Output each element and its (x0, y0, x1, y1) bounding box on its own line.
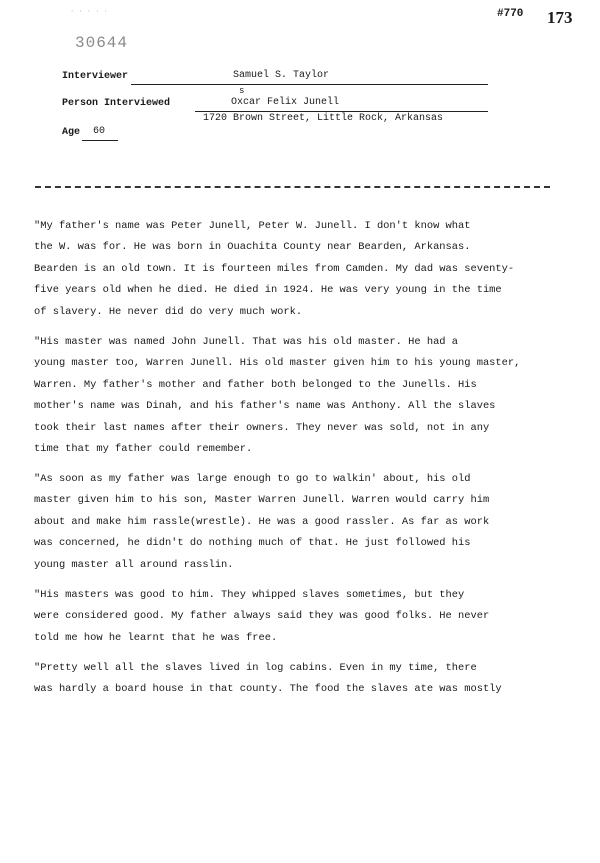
paragraph-line: young master all around rasslin. (34, 558, 234, 571)
paragraph-line: told me how he learnt that he was free. (34, 631, 278, 644)
corner-reference-number: #770 (497, 8, 524, 20)
paragraph-line: young master too, Warren Junell. His old master given him to his young master, (34, 357, 521, 370)
document-stamp-number: 30644 (75, 34, 129, 52)
paragraph-line: "My father's name was Peter Junell, Peter W. Junell. I don't know what (34, 220, 471, 232)
age-rule (82, 140, 118, 141)
paragraph-line: mother's name was Dinah, and his father's name was Anthony. All the slaves (34, 400, 496, 413)
paragraph-line: "His masters was good to him. They whipped slaves sometimes, but they (34, 588, 465, 601)
paragraph-line: took their last names after their owners. They never was sold, not in any (34, 421, 490, 434)
section-divider (35, 186, 550, 188)
age-label: Age (62, 127, 81, 138)
paragraph-line: was hardly a board house in that county. The food the slaves ate was mostly (34, 683, 502, 696)
address-value: 1720 Brown Street, Little Rock, Arkansas (203, 113, 444, 124)
person-interviewed-value: Oxcar Felix Junell (231, 97, 340, 108)
paragraph-line: Bearden is an old town. It is fourteen miles from Camden. My dad was seventy- (34, 262, 515, 275)
interviewer-value: Samuel S. Taylor (233, 70, 330, 81)
paragraph-line: of slavery. He never did do very much work. (34, 305, 303, 318)
paragraph-gap (34, 649, 569, 658)
paragraph-gap (34, 460, 569, 469)
paragraph-line: the W. was for. He was born in Ouachita County near Bearden, Arkansas. (34, 241, 471, 254)
paragraph-line: was concerned, he didn't do nothing much of that. He just followed his (34, 537, 471, 550)
paragraph-line: five years old when he died. He died in 1924. He was very young in the time (34, 284, 502, 297)
transcript-body (34, 216, 569, 701)
paragraph-line: "As soon as my father was large enough to go to walkin' about, his old (34, 473, 471, 485)
margin-smudge: · · · · · (70, 8, 108, 16)
age-value: 60 (93, 126, 106, 137)
person-interviewed-rule (195, 111, 488, 112)
name-correction-mark: s (239, 86, 245, 96)
paragraph-line: Warren. My father's mother and father both belonged to the Junells. His (34, 378, 477, 391)
paragraph-line: "His master was named John Junell. That was his old master. He had a (34, 335, 459, 348)
paragraph-line: were considered good. My father always said they was good folks. He never (34, 610, 490, 623)
paragraph-line: "Pretty well all the slaves lived in log cabins. Even in my time, there (34, 661, 477, 674)
paragraph-line: about and make him rassle(wrestle). He was a good rassler. As far as work (34, 515, 490, 528)
page-number: 173 (547, 8, 573, 27)
paragraph-gap (34, 323, 569, 332)
interviewer-label: Interviewer (62, 71, 129, 82)
interviewer-rule (131, 84, 488, 85)
person-interviewed-label: Person Interviewed (62, 98, 171, 109)
paragraph-line: master given him to his son, Master Warren Junell. Warren would carry him (34, 494, 490, 507)
paragraph-gap (34, 576, 569, 585)
paragraph-line: time that my father could remember. (34, 442, 253, 455)
